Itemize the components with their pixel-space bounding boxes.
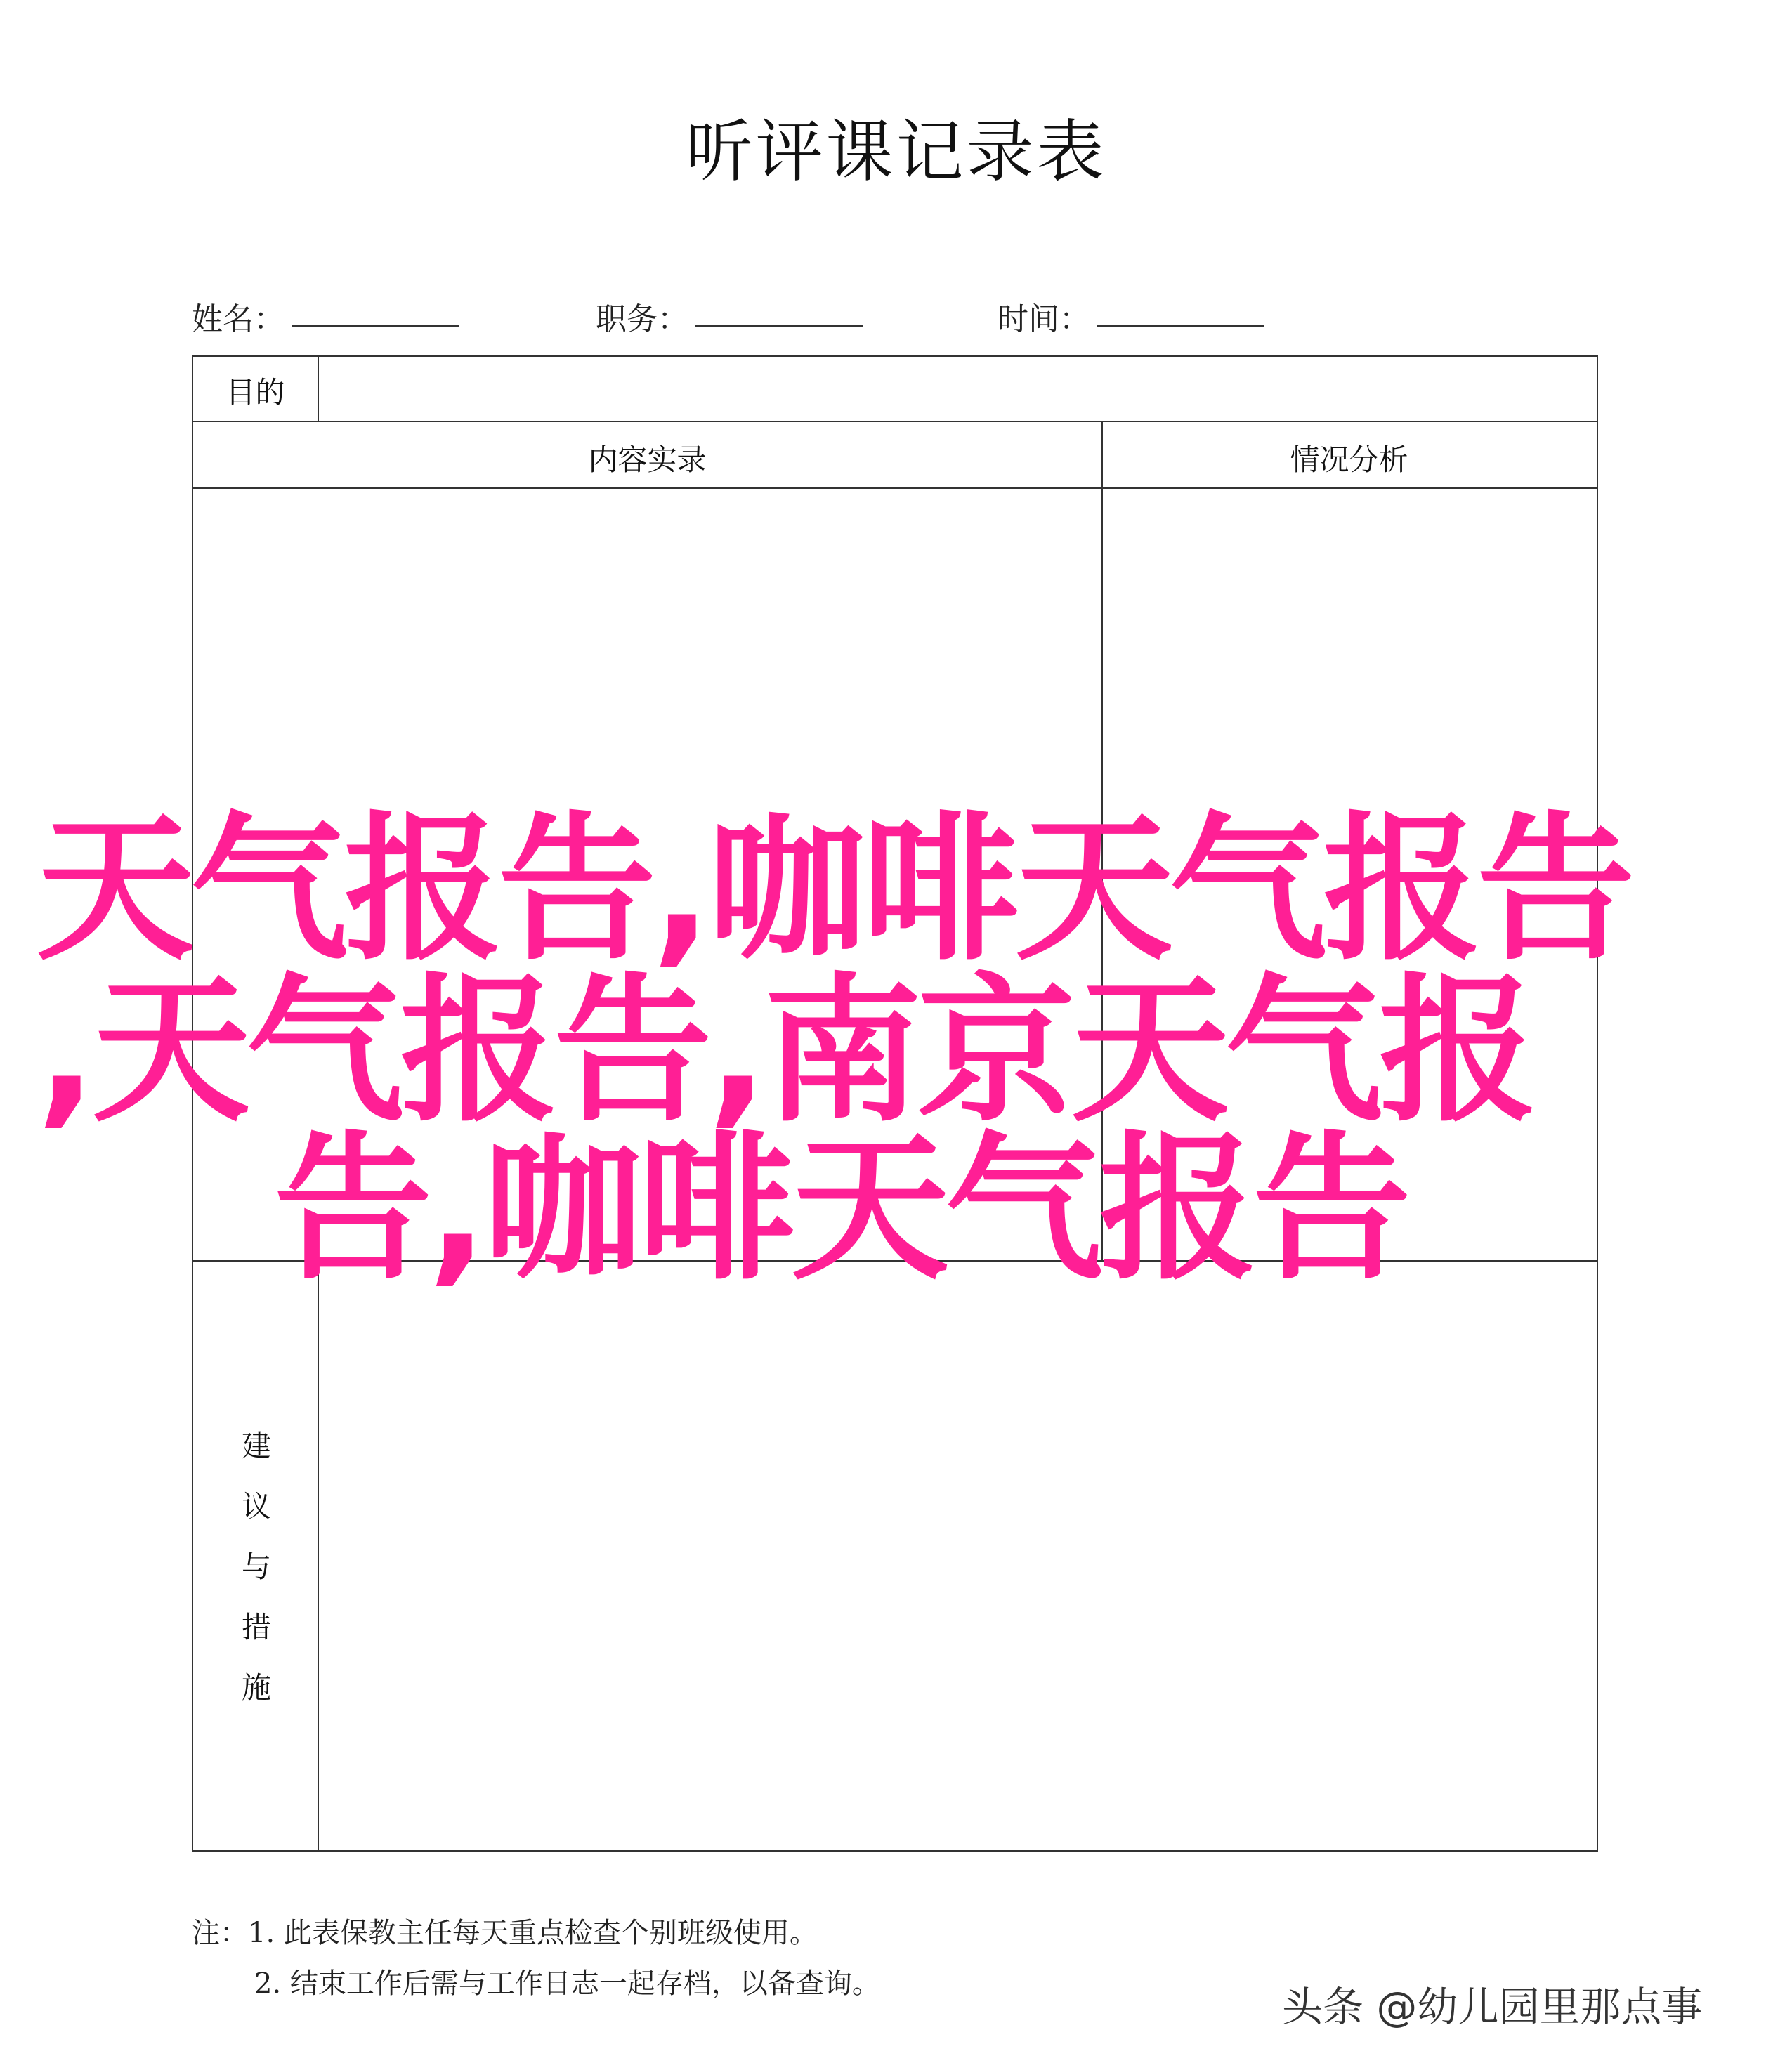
- watermark-line-2: ,天气报告,南京天气报: [37, 960, 1533, 1144]
- name-field-blank: [292, 325, 459, 327]
- watermark-line-1: 天气报告,咖啡天气报告: [37, 798, 1631, 982]
- note-line-2: 2. 结束工作后需与工作日志一起存档，以备查询。: [254, 1967, 880, 2000]
- source-credit: 头条 @幼儿园里那点事: [1282, 1983, 1703, 2031]
- note-line-1: 注：1. 此表保教主任每天重点检查个别班级使用。: [192, 1917, 818, 1949]
- time-field-blank: [1097, 325, 1264, 327]
- suggestion-char: 与: [241, 1550, 271, 1584]
- table-rule: [193, 487, 1597, 489]
- time-field-label: 时间：: [998, 301, 1090, 337]
- table-rule: [318, 357, 319, 421]
- suggestion-char: 建: [241, 1429, 271, 1463]
- purpose-label: 目的: [225, 375, 285, 410]
- watermark-line-3: 告,咖啡天气报告: [274, 1118, 1407, 1302]
- suggestion-char: 措: [241, 1610, 271, 1644]
- table-rule: [193, 421, 1597, 422]
- situation-analysis-header: 情况分析: [1290, 443, 1408, 477]
- suggestion-char: 议: [241, 1489, 271, 1524]
- name-field-label: 姓名：: [192, 301, 285, 337]
- position-field-blank: [695, 325, 863, 327]
- page-title: 听评课记录表: [685, 112, 1107, 191]
- content-record-header: 内容实录: [588, 443, 707, 477]
- suggestion-measures-label: [193, 1416, 320, 1718]
- position-field-label: 职务：: [596, 301, 688, 337]
- suggestion-char: 施: [241, 1670, 271, 1705]
